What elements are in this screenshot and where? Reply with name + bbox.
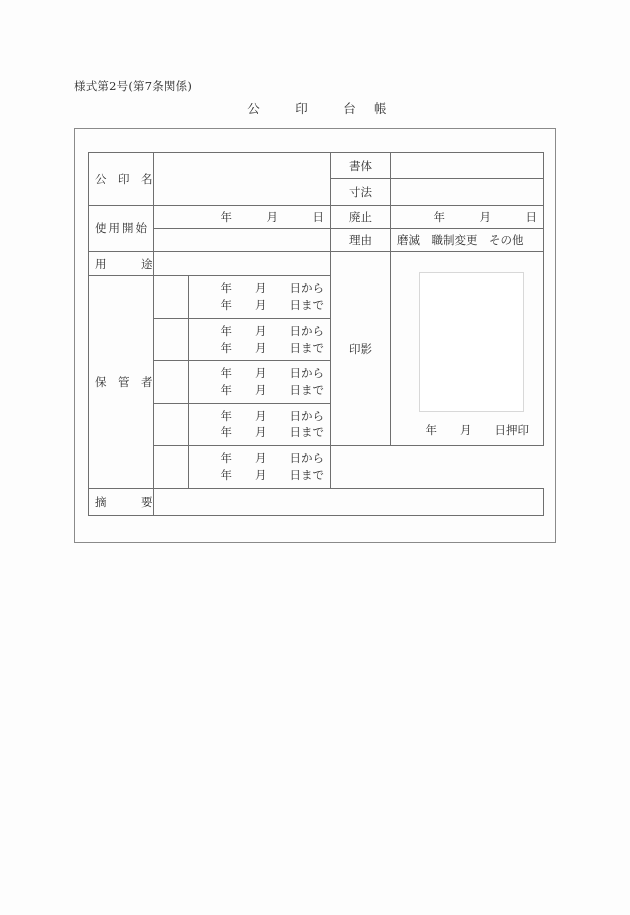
page-title-char-4: 帳 xyxy=(374,101,388,116)
keeper-period-4[interactable] xyxy=(189,403,331,445)
keeper-period-from-4: 年 月 日から xyxy=(220,408,324,423)
typeface-value[interactable] xyxy=(391,153,544,179)
keeper-period-1[interactable] xyxy=(189,276,331,318)
keeper-label: 保 管 者 xyxy=(89,276,154,488)
page-title-char-2: 印 xyxy=(295,101,309,116)
keeper-period-2[interactable] xyxy=(189,318,331,360)
abolish-label: 廃止 xyxy=(331,205,391,228)
seal-name-value[interactable] xyxy=(154,153,331,206)
abolish-date[interactable]: 年 月 日 xyxy=(391,205,544,228)
keeper-period-from-3: 年 月 日から xyxy=(220,366,324,381)
keeper-period-3[interactable] xyxy=(189,361,331,403)
purpose-label: 用 途 xyxy=(89,252,154,276)
form-number-label: 様式第2号(第7条関係) xyxy=(74,79,193,93)
page-title-char-3: 台 xyxy=(343,101,357,116)
keeper-period-5[interactable] xyxy=(189,446,331,488)
seal-name-label: 公 印 名 xyxy=(89,153,154,206)
start-use-date[interactable]: 年 月 日 xyxy=(154,205,331,228)
keeper-period-from-1: 年 月 日から xyxy=(220,281,324,296)
keeper-period-to-2: 年 月 日まで xyxy=(220,340,324,355)
keeper-period-to-3: 年 月 日まで xyxy=(220,382,324,397)
table-row-start-use-blank-reason xyxy=(89,228,544,251)
keeper-period-to-5: 年 月 日まで xyxy=(220,467,324,482)
size-label: 寸法 xyxy=(331,179,391,205)
seal-ledger-table xyxy=(88,152,544,516)
page-title xyxy=(230,99,388,117)
table-row xyxy=(89,446,544,488)
seal-impression-box[interactable] xyxy=(419,272,524,412)
impression-label: 印影 xyxy=(331,252,391,446)
table-row-start-use-abolish xyxy=(89,205,544,228)
keeper-period-to-4: 年 月 日まで xyxy=(220,425,324,440)
table-row-remarks xyxy=(89,488,544,515)
keeper-name-2[interactable] xyxy=(154,318,189,360)
start-use-blank-value[interactable] xyxy=(154,228,331,251)
keeper-name-1[interactable] xyxy=(154,276,189,318)
remarks-label: 摘 要 xyxy=(89,488,154,515)
impression-area[interactable] xyxy=(391,252,544,446)
reason-options[interactable]: 磨滅 職制変更 その他 xyxy=(391,228,544,251)
page-title-char-1: 公 xyxy=(247,101,261,116)
size-value[interactable] xyxy=(391,179,544,205)
reason-label: 理由 xyxy=(331,228,391,251)
remarks-value[interactable] xyxy=(154,488,544,515)
table-row-purpose xyxy=(89,252,544,276)
typeface-label: 書体 xyxy=(331,153,391,179)
impression-stamp-date[interactable]: 年 月 日押印 xyxy=(425,423,529,438)
table-row-seal-name-typeface xyxy=(89,153,544,179)
purpose-value[interactable] xyxy=(154,252,331,276)
keeper-period-to-1: 年 月 日まで xyxy=(220,298,324,313)
keeper-name-4[interactable] xyxy=(154,403,189,445)
keeper-period-from-5: 年 月 日から xyxy=(220,451,324,466)
keeper-period-from-2: 年 月 日から xyxy=(220,323,324,338)
keeper-name-5[interactable] xyxy=(154,446,189,488)
keeper-name-3[interactable] xyxy=(154,361,189,403)
start-use-label: 使用開始 xyxy=(89,205,154,252)
